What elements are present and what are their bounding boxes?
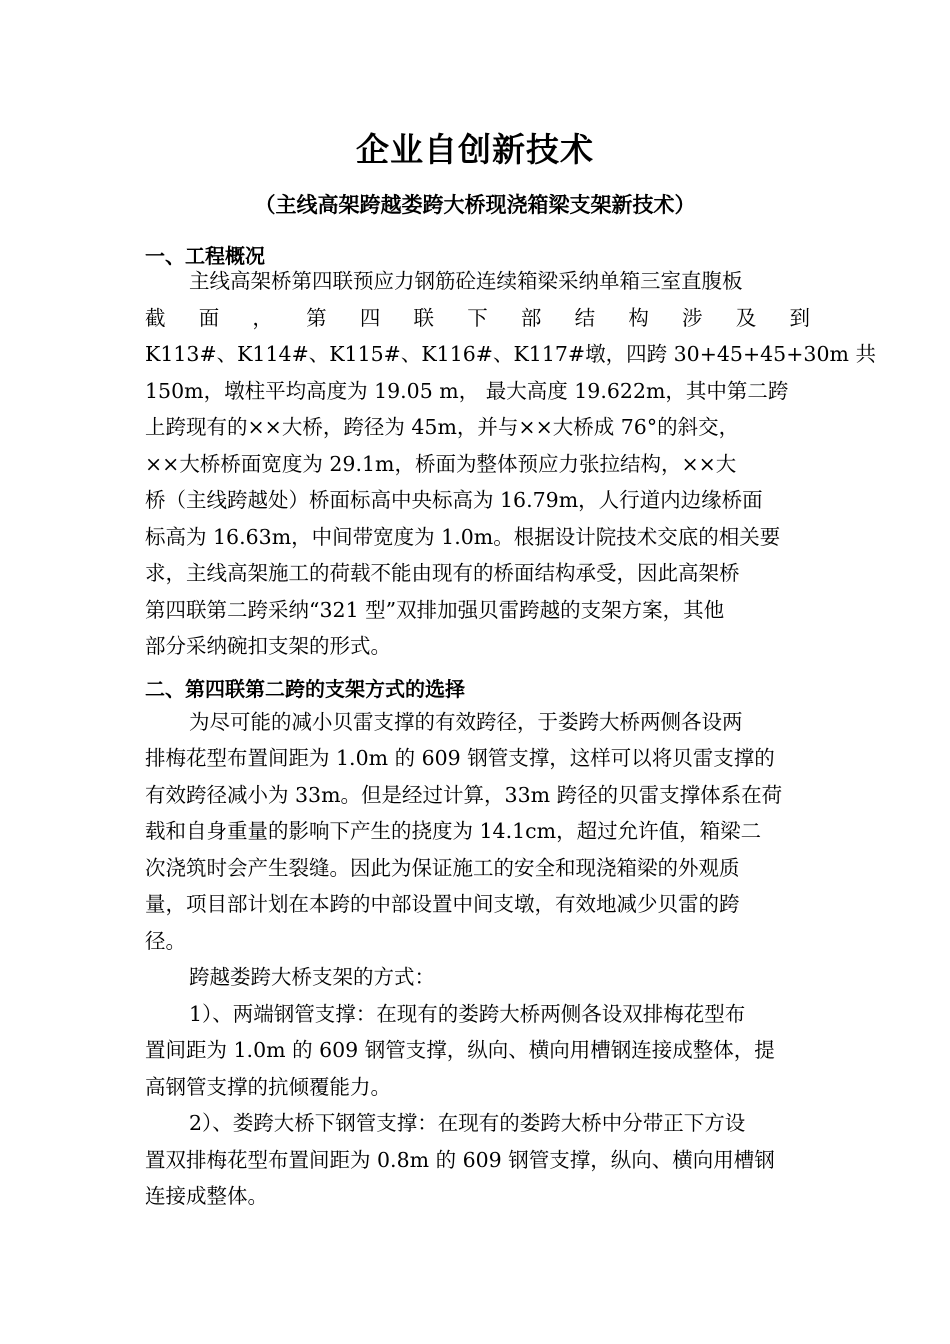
text-line: 有效跨径减小为 33m。但是经过计算，33m 跨径的贝雷支撑体系在荷 [145,782,783,807]
text-line: 主线高架桥第四联预应力钢筋砼连续箱梁采纳单箱三室直腹板 [189,269,743,293]
text-line: 标高为 16.63m，中间带宽度为 1.0m。根据设计院技术交底的相关要 [145,524,781,549]
page-title: 企业自创新技术 [356,130,594,169]
spread-char: 截 [145,305,166,330]
text-line: 求，主线高架施工的荷载不能由现有的桥面结构承受，因此高架桥 [145,561,740,585]
text-line-spaced [145,300,810,337]
text-line: 置双排梅花型布置间距为 0.8m 的 609 钢管支撑，纵向、横向用槽钢 [145,1147,775,1172]
spread-char: 部 [520,305,542,330]
text-line: 次浇筑时会产生裂缝。因此为保证施工的安全和现浇箱梁的外观质 [145,855,740,880]
spread-char: 四 [359,305,381,330]
document-body [145,238,876,1215]
spread-char: 到 [789,305,810,330]
spread-char: 第 [306,305,327,330]
page-subtitle: （主线高架跨越娄跨大桥现浇箱梁支架新技术） [254,193,696,217]
text-line: 量，项目部计划在本跨的中部设置中间支墩，有效地减少贝雷的跨 [145,892,740,916]
text-line: 跨越娄跨大桥支架的方式： [189,965,435,989]
section-heading-support-selection: 二、第四联第二跨的支架方式的选择 [145,676,465,701]
text-line: 2）、娄跨大桥下钢管支撑：在现有的娄跨大桥中分带正下方设 [189,1111,746,1135]
paragraph-overview [145,263,876,665]
text-line: 径。 [145,928,186,953]
section-heading-overview: 一、工程概况 [145,244,265,268]
text-line: K113#、K114#、K115#、K116#、K117#墩，四跨 30+45+45+30m 共 [145,342,876,366]
paragraph-support-span [145,704,810,960]
spread-char: ， [252,305,273,330]
paragraph-end-steel-pipe-support [145,996,810,1106]
spread-char: 面 [198,305,220,330]
spread-char: 涉 [682,305,703,330]
text-line: ××大桥桥面宽度为 29.1m，桥面为整体预应力张拉结构，××大 [145,451,737,476]
text-line: 高钢管支撑的抗倾覆能力。 [145,1074,391,1099]
spread-char: 构 [628,305,649,330]
text-line: 排梅花型布置间距为 1.0m 的 609 钢管支撑，这样可以将贝雷支撑的 [145,746,775,770]
text-line: 载和自身重量的影响下产生的挠度为 14.1cm，超过允许值，箱梁二 [145,819,762,843]
spread-char: 下 [467,305,488,330]
text-line: 连接成整体。 [145,1184,268,1208]
text-line: 上跨现有的××大桥，跨径为 45m，并与××大桥成 76°的斜交， [145,415,740,439]
text-line: 150m，墩柱平均高度为 19.05 m， 最大高度 19.622m，其中第二跨 [145,378,789,403]
spread-char: 联 [413,305,435,330]
text-line: 置间距为 1.0m 的 609 钢管支撑，纵向、横向用槽钢连接成整体，提 [145,1038,775,1062]
text-line: 部分采纳碗扣支架的形式。 [145,634,391,658]
text-line: 1）、两端钢管支撑：在现有的娄跨大桥两侧各设双排梅花型布 [189,1001,746,1026]
spread-char: 及 [735,305,757,330]
paragraph-under-bridge-steel-pipe-support [145,1105,810,1215]
paragraph-support-method-intro [145,959,810,996]
text-line: 第四联第二跨采纳“321 型”双排加强贝雷跨越的支架方案，其他 [145,597,725,622]
text-line: 桥（主线跨越处）桥面标高中央标高为 16.79m，人行道内边缘桥面 [145,488,763,512]
text-line: 为尽可能的减小贝雷支撑的有效跨径，于娄跨大桥两侧各设两 [189,709,743,734]
spread-char: 结 [574,305,596,330]
